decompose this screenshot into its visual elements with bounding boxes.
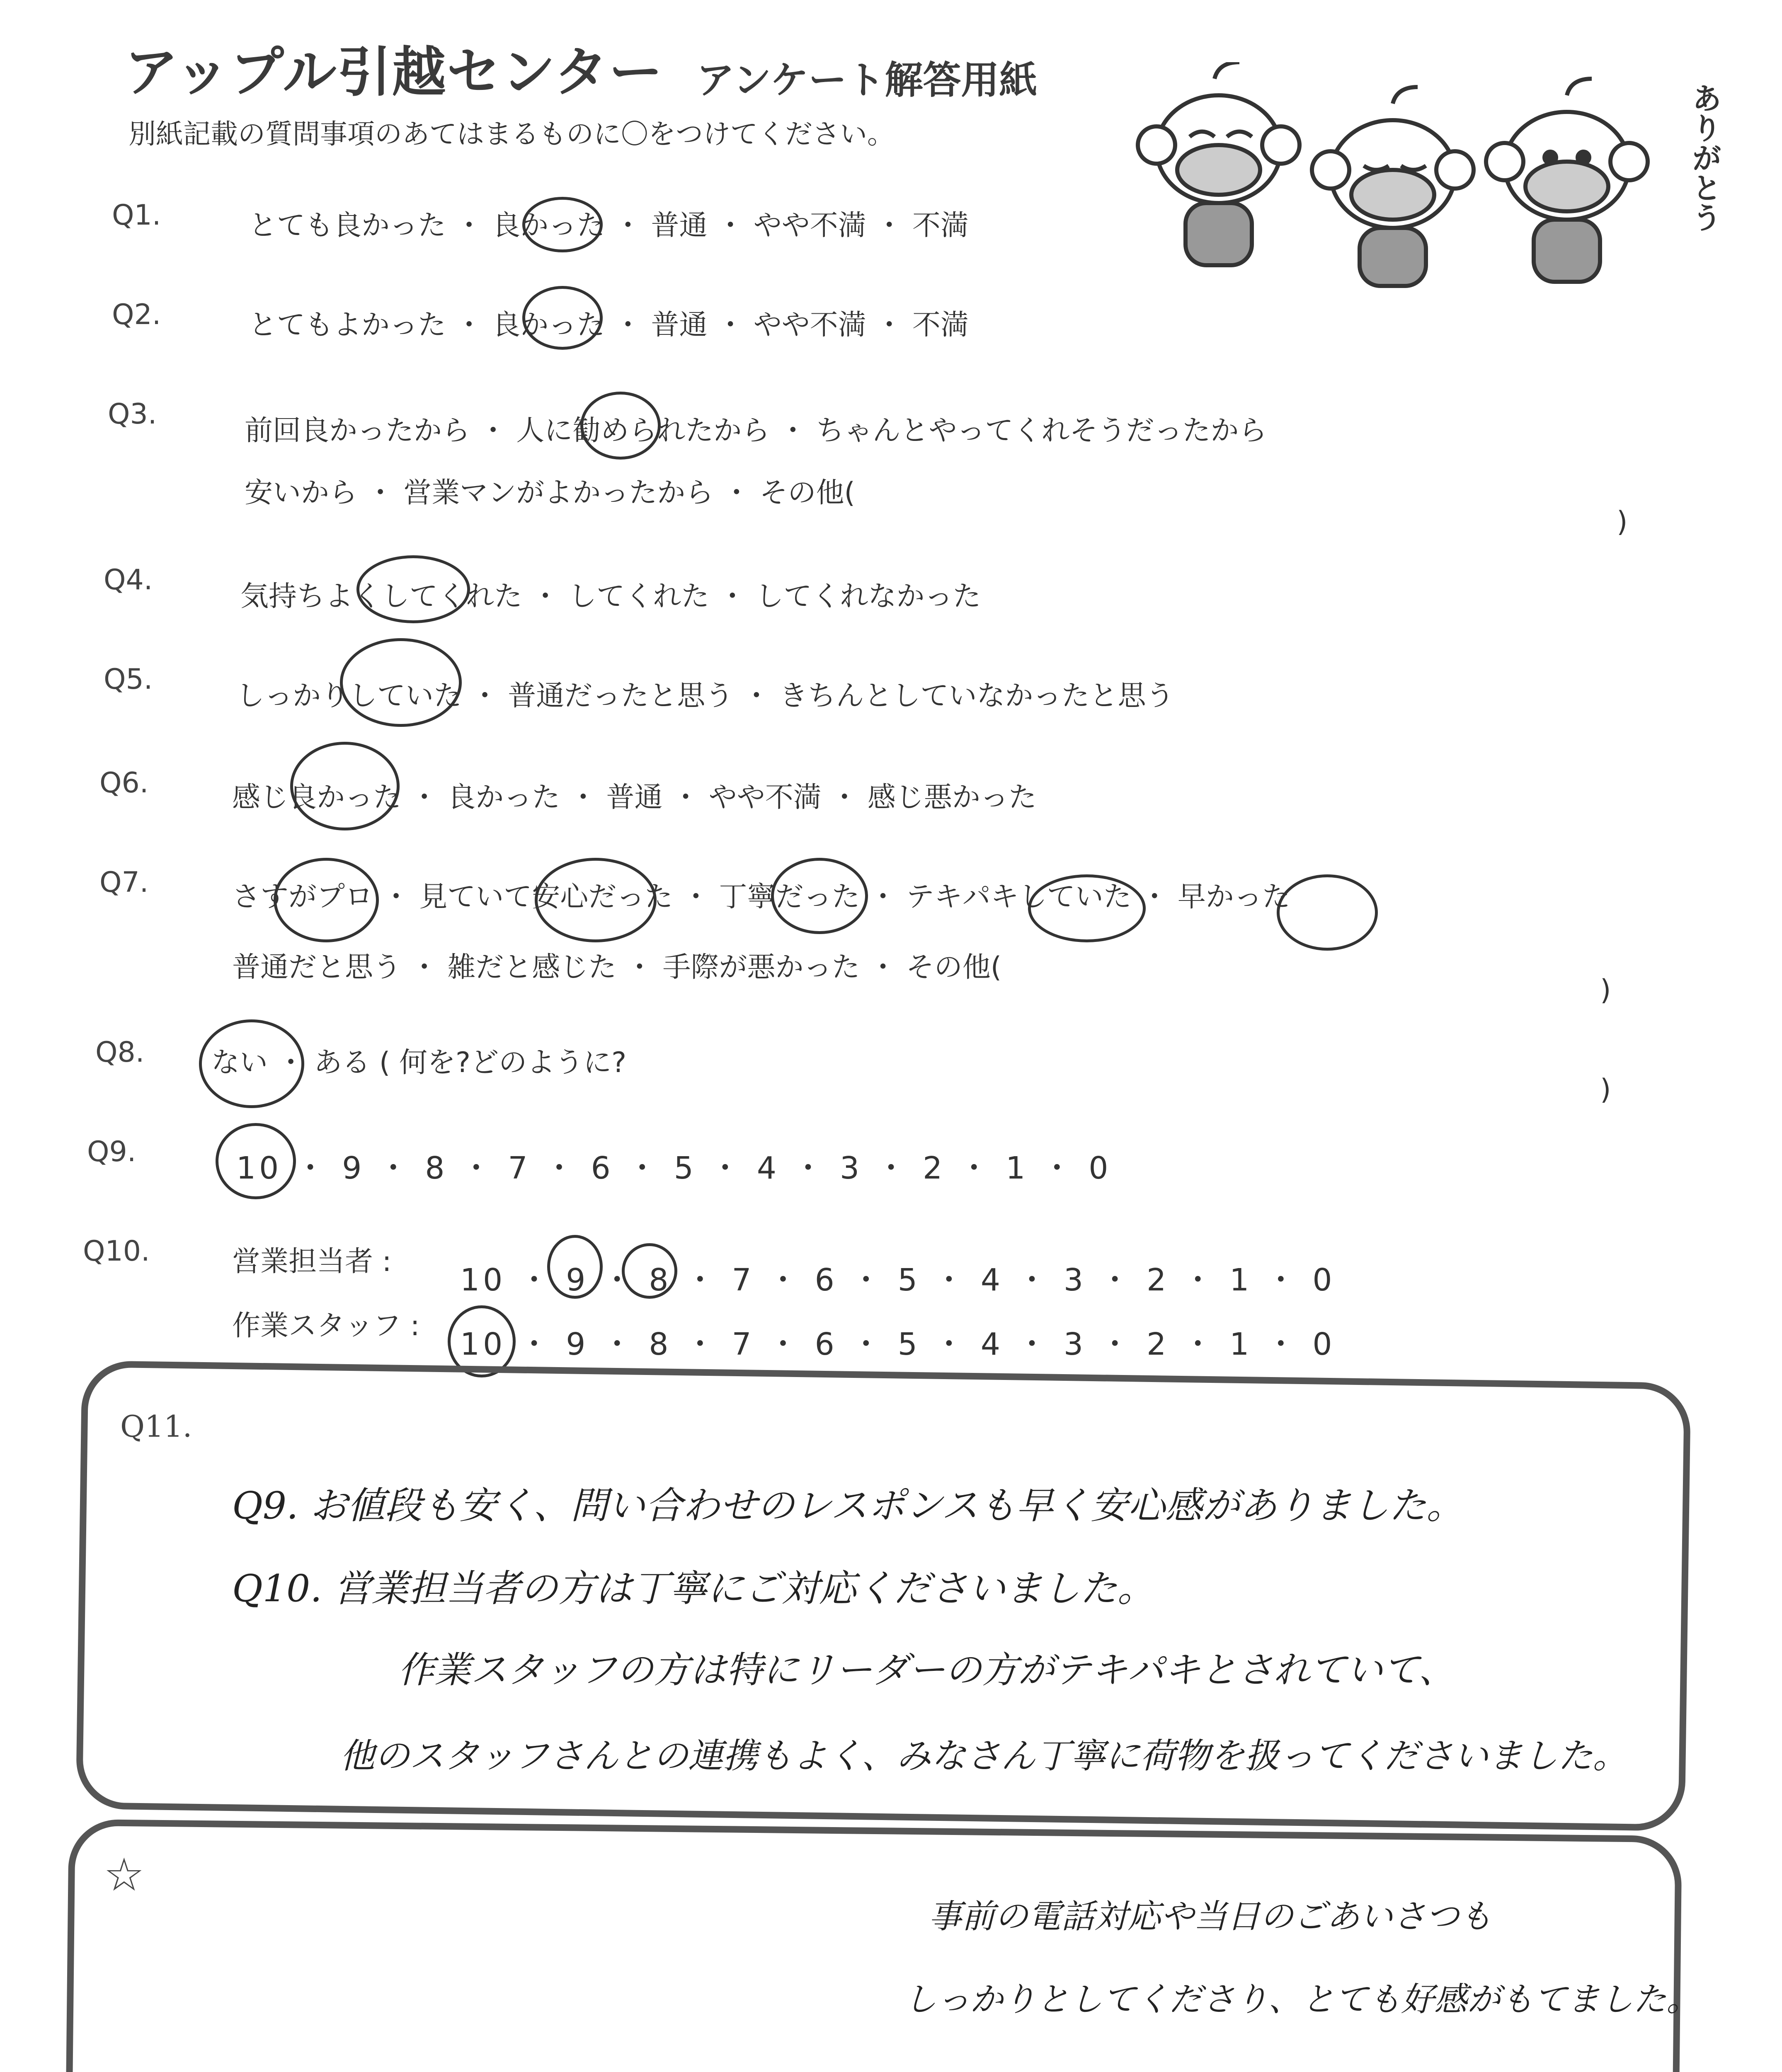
q9-label: Q9. bbox=[87, 1135, 136, 1168]
q7-answer-circle-anshin bbox=[535, 858, 657, 942]
q2-options: とてもよかった ・ 良かった ・ 普通 ・ やや不満 ・ 不満 bbox=[249, 309, 969, 341]
q2-answer-circle bbox=[522, 286, 603, 350]
q10-sales-scale: 10 ・ 9 ・ 8 ・ 7 ・ 6 ・ 5 ・ 4 ・ 3 ・ 2 ・ 1 ・ 0 bbox=[460, 1262, 1336, 1298]
q3-options-line1: 前回良かったから ・ 人に勧められたから ・ ちゃんとやってくれそうだったから bbox=[245, 414, 1267, 447]
q1-label: Q1. bbox=[112, 199, 161, 232]
q7-answer-circle-teinei bbox=[771, 858, 868, 934]
q6-label: Q6. bbox=[99, 767, 149, 799]
q8-close-paren: ) bbox=[1600, 1073, 1611, 1106]
q5-options: しっかりしていた ・ 普通だったと思う ・ きちんとしていなかったと思う bbox=[236, 680, 1174, 712]
q11-comment-line1: Q9. お値段も安く、問い合わせのレスポンスも早く安心感がありました。 bbox=[232, 1484, 1464, 1527]
q5-label: Q5. bbox=[104, 663, 153, 696]
q8-answer-circle bbox=[199, 1019, 304, 1108]
q11-label: Q11. bbox=[120, 1409, 192, 1444]
q7-answer-circle-pro bbox=[274, 858, 379, 942]
q1-answer-circle bbox=[522, 197, 603, 252]
q11-comment-line4: 他のスタッフさんとの連携もよく、みなさん丁寧に荷物を扱ってくださいました。 bbox=[340, 1736, 1628, 1776]
q1-options: とても良かった ・ 良かった ・ 普通 ・ やや不満 ・ 不満 bbox=[249, 209, 969, 242]
q10-sales-label: 営業担当者 : bbox=[232, 1245, 392, 1278]
q10-staff-label: 作業スタッフ : bbox=[232, 1310, 420, 1342]
q7-options-line2: 普通だと思う ・ 雑だと感じた ・ 手際が悪かった ・ その他( bbox=[232, 951, 1002, 984]
q3-answer-circle bbox=[580, 392, 661, 460]
free-comment-line2: しっかりとしてくださり、とても好感がもてました。 bbox=[904, 1980, 1700, 2019]
mascot-thanks-text: ありがとう bbox=[1687, 83, 1722, 232]
q7-options-line1: さすがプロ ・ 見ていて安心だった ・ 丁寧だった ・ テキパキしていた ・ 早かった bbox=[232, 881, 1290, 913]
q3-close-paren: ) bbox=[1617, 506, 1628, 538]
q9-answer-circle bbox=[216, 1123, 296, 1199]
q2-label: Q2. bbox=[112, 298, 161, 331]
q10-staff-scale: 10 ・ 9 ・ 8 ・ 7 ・ 6 ・ 5 ・ 4 ・ 3 ・ 2 ・ 1 ・ 0 bbox=[460, 1326, 1336, 1362]
q8-options: ない ・ ある ( 何を?どのように? bbox=[211, 1046, 627, 1079]
star-mark-icon: ☆ bbox=[104, 1848, 145, 1901]
q10-label: Q10. bbox=[83, 1235, 150, 1268]
q7-close-paren: ) bbox=[1600, 974, 1611, 1007]
free-comment-box bbox=[64, 1819, 1682, 2072]
form-subtitle: アンケート解答用紙 bbox=[696, 58, 1038, 102]
q7-answer-circle-tekipaki bbox=[1028, 874, 1146, 942]
q9-scale: 10 ・ 9 ・ 8 ・ 7 ・ 6 ・ 5 ・ 4 ・ 3 ・ 2 ・ 1 ・ 0 bbox=[236, 1150, 1112, 1186]
q7-label: Q7. bbox=[99, 866, 149, 899]
q4-label: Q4. bbox=[104, 564, 153, 596]
q3-options-line2: 安いから ・ 営業マンがよかったから ・ その他( bbox=[245, 477, 855, 509]
q3-label: Q3. bbox=[108, 398, 157, 431]
q6-answer-circle bbox=[290, 742, 400, 830]
company-title: アップル引越センター bbox=[124, 41, 664, 104]
free-comment-line1: 事前の電話対応や当日のごあいさつも bbox=[929, 1897, 1492, 1936]
q4-answer-circle bbox=[356, 555, 470, 623]
q5-answer-circle bbox=[340, 638, 462, 727]
monkey-middle-icon bbox=[1312, 87, 1474, 286]
q10-sales-circle-8 bbox=[622, 1243, 677, 1299]
instruction-text: 別紙記載の質問事項のあてはまるものに〇をつけてください。 bbox=[128, 118, 895, 150]
q7-answer-circle-hayai bbox=[1277, 874, 1378, 951]
mascot-illustration bbox=[1127, 62, 1708, 294]
q8-label: Q8. bbox=[95, 1036, 145, 1069]
q6-options: 感じ良かった ・ 良かった ・ 普通 ・ やや不満 ・ 感じ悪かった bbox=[232, 781, 1037, 814]
q11-comment-line2: Q10. 営業担当者の方は丁寧にご対応くださいました。 bbox=[232, 1567, 1155, 1610]
q10-sales-circle-9 bbox=[547, 1235, 603, 1299]
monkey-right-icon bbox=[1486, 79, 1648, 282]
q4-options: 気持ちよくしてくれた ・ してくれた ・ してくれなかった bbox=[240, 580, 981, 613]
monkey-left-icon bbox=[1138, 62, 1300, 265]
q11-comment-line3: 作業スタッフの方は特にリーダーの方がテキパキとされていて、 bbox=[398, 1648, 1455, 1691]
